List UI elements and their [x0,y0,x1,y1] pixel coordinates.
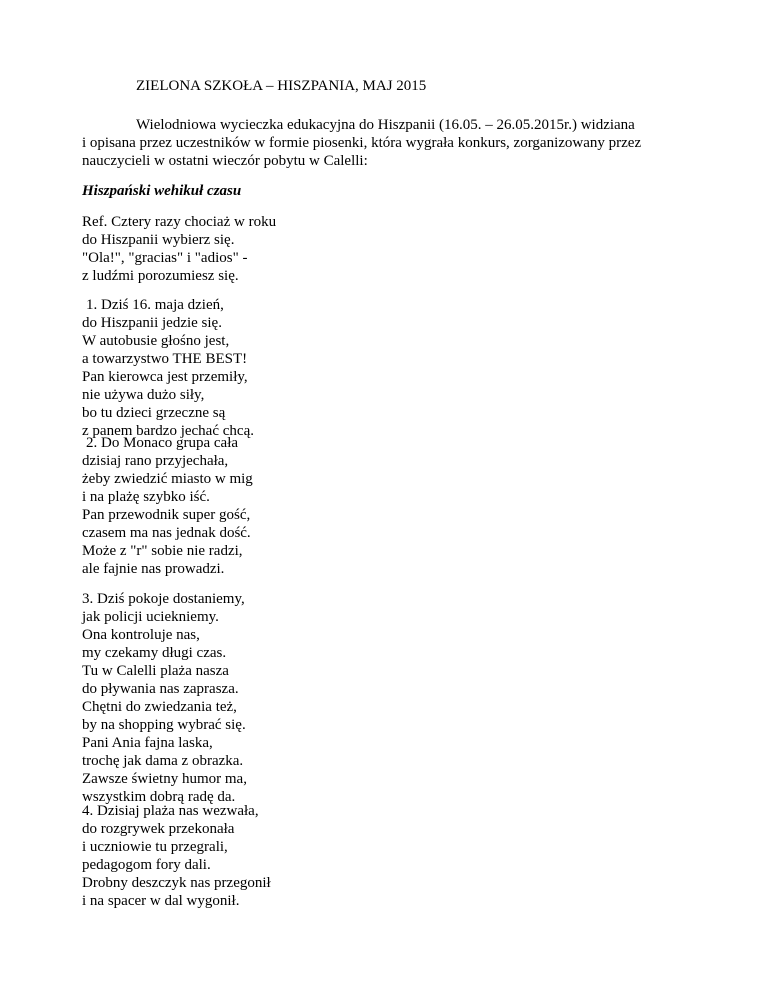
verse-line: trochę jak dama z obrazka. [82,753,244,769]
verse-line: do Hiszpanii jedzie się. [82,315,222,331]
verse-2-stanza [82,434,253,578]
verse-line: 4. Dzisiaj plaża nas wezwała, [82,803,259,819]
verse-line: wszystkim dobrą radę da. [82,789,236,805]
verse-line: Pan przewodnik super gość, [82,507,251,523]
verse-line: żeby zwiedzić miasto w mig [82,471,253,487]
verse-line: my czekamy długi czas. [82,645,227,661]
verse-line: bo tu dzieci grzeczne są [82,405,226,421]
verse-line: Ona kontroluje nas, [82,627,200,643]
verse-line: 1. Dziś 16. maja dzień, [86,297,224,313]
verse-1-stanza [82,296,254,440]
verse-line: W autobusie głośno jest, [82,333,230,349]
intro-line: nauczycieli w ostatni wieczór pobytu w Calelli: [82,153,368,169]
verse-line: i uczniowie tu przegrali, [82,839,228,855]
verse-line: do pływania nas zaprasza. [82,681,239,697]
verse-line: Chętni do zwiedzania też, [82,699,237,715]
verse-line: i na plażę szybko iść. [82,489,210,505]
verse-line: 3. Dziś pokoje dostaniemy, [82,591,245,607]
refrain-line: Ref. Cztery razy chociaż w roku [82,214,277,230]
verse-3-stanza [82,590,247,806]
verse-line: Pan kierowca jest przemiły, [82,369,248,385]
verse-line: a towarzystwo THE BEST! [82,351,248,367]
verse-4-stanza [82,802,271,910]
refrain-stanza [82,213,276,285]
verse-line: ale fajnie nas prowadzi. [82,561,225,577]
intro-paragraph [82,116,702,170]
song-title: Hiszpański wehikuł czasu [82,183,242,199]
verse-line: z panem bardzo jechać chcą. [82,423,254,439]
verse-line: 2. Do Monaco grupa cała [86,435,239,451]
verse-line: Pani Ania fajna laska, [82,735,213,751]
verse-line: czasem ma nas jednak dość. [82,525,251,541]
verse-line: by na shopping wybrać się. [82,717,246,733]
intro-line: i opisana przez uczestników w formie piosenki, która wygrała konkurs, zorganizowany przez [82,135,642,151]
verse-line: i na spacer w dal wygonił. [82,893,240,909]
verse-line: pedagogom fory dali. [82,857,211,873]
verse-line: dzisiaj rano przyjechała, [82,453,229,469]
document-title: ZIELONA SZKOŁA – HISZPANIA, MAJ 2015 [136,78,427,94]
refrain-line: do Hiszpanii wybierz się. [82,232,235,248]
refrain-line: "Ola!", "gracias" i "adios" - [82,250,248,266]
intro-line: Wielodniowa wycieczka edukacyjna do Hiszpanii (16.05. – 26.05.2015r.) widziana [136,117,635,133]
verse-line: Drobny deszczyk nas przegonił [82,875,271,891]
verse-line: nie używa dużo siły, [82,387,205,403]
refrain-line: z ludźmi porozumiesz się. [82,268,239,284]
verse-line: do rozgrywek przekonała [82,821,235,837]
verse-line: Tu w Calelli plaża nasza [82,663,229,679]
verse-line: jak policji uciekniemy. [82,609,219,625]
verse-line: Zawsze świetny humor ma, [82,771,247,787]
verse-line: Może z "r" sobie nie radzi, [82,543,243,559]
